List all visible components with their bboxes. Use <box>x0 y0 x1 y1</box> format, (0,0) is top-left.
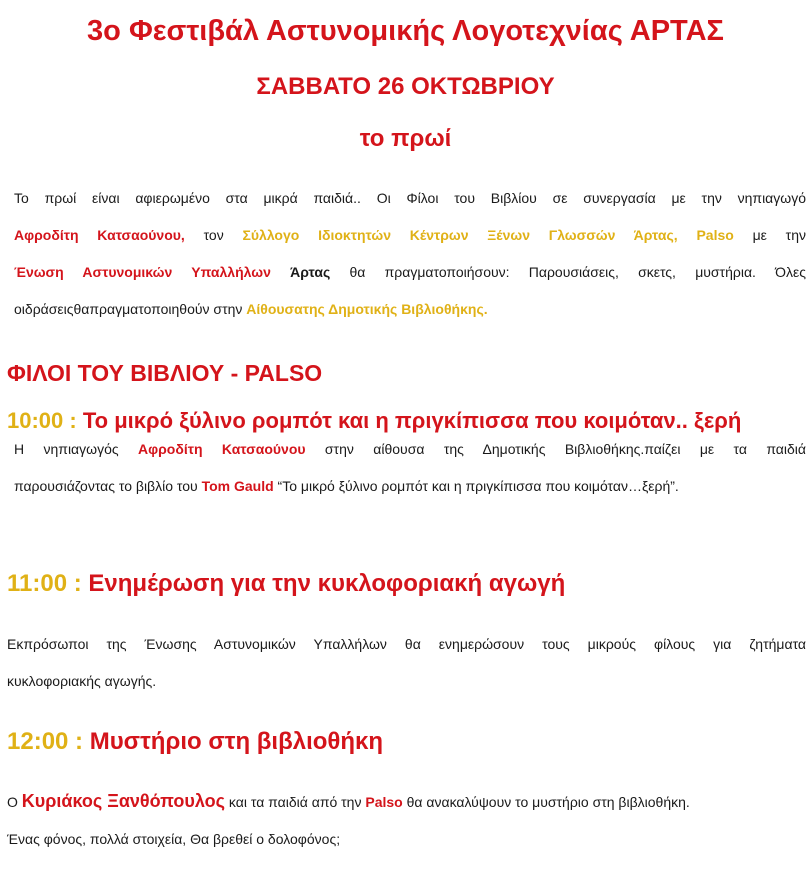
police-union-name: Ένωση Αστυνομικών Υπαλλήλων <box>14 264 271 280</box>
festival-title: 3ο Φεστιβάλ Αστυνομικής Λογοτεχνίας ΑΡΤΑΣ <box>87 15 724 47</box>
intro-text: θα πραγματοποιήσουν: Παρουσιάσεις, σκετς, μυστήρια. Όλες <box>330 264 806 280</box>
item-time: 11:00 : <box>7 570 82 597</box>
intro-line-4 <box>14 291 806 328</box>
teacher-name: Αφροδίτη Κατσαούνου, <box>14 227 185 243</box>
item-description-1100 <box>7 626 806 700</box>
description-line: Ένας φόνος, πολλά στοιχεία, Θα βρεθεί ο δολοφόνος; <box>7 831 341 847</box>
description-text: θα ανακαλύψουν το μυστήριο στη βιβλιοθήκη. <box>402 794 690 810</box>
description-text: στην αίθουσα της Δημοτικής Βιβλιοθήκης.παίζει με τα παιδιά <box>305 441 806 457</box>
author-name: Tom Gauld <box>201 478 274 494</box>
intro-line-2 <box>14 217 806 254</box>
event-date: ΣΑΒΒΑΤΟ 26 ΟΚΤΩΒΡΙΟΥ <box>256 73 555 100</box>
library-hall: Αίθουσατης Δημοτικής Βιβλιοθήκης. <box>246 301 488 317</box>
language-schools-association: Σύλλογο Ιδιοκτητών Κέντρων Ξένων Γλωσσών Άρτας, <box>242 227 678 243</box>
description-line <box>7 783 806 821</box>
intro-line-3 <box>14 254 806 291</box>
intro-line-1 <box>14 180 806 217</box>
intro-paragraph <box>14 180 806 328</box>
intro-text: τον <box>184 227 243 243</box>
item-description-1000 <box>14 431 806 505</box>
description-text: Ο <box>7 794 22 810</box>
item-title: Ενημέρωση για την κυκλοφοριακή αγωγή <box>88 570 566 597</box>
description-line: Εκπρόσωποι της Ένωσης Αστυνομικών Υπαλλήλων θα ενημερώσουν τους μικρούς φίλους για ζητήματα <box>7 636 806 652</box>
palso-name: Palso <box>365 794 403 810</box>
item-title: Μυστήριο στη βιβλιοθήκη <box>89 728 384 755</box>
intro-text <box>271 264 290 280</box>
description-text: και τα παιδιά από την <box>225 794 366 810</box>
description-text: Η νηπιαγωγός <box>14 441 138 457</box>
description-line: κυκλοφοριακής αγωγής. <box>7 673 157 689</box>
description-text: παρουσιάζοντας το βιβλίο του <box>14 478 202 494</box>
teacher-name: Αφροδίτη Κατσαούνου <box>138 441 306 457</box>
intro-text: οιδράσειςθαπραγματοποιηθούν στην <box>14 301 247 317</box>
intro-text <box>678 227 697 243</box>
item-time: 12:00 : <box>7 728 84 755</box>
item-heading-1200 <box>7 728 383 756</box>
intro-text: Το πρωί είναι αφιερωμένο στα μικρά παιδιά.. Οι Φίλοι του Βιβλίου σε συνεργασία με την νηπιαγωγό <box>14 190 806 206</box>
description-text: “Το μικρό ξύλινο ρομπότ και η πριγκίπισσα που κοιμόταν…ξερή”. <box>273 478 679 494</box>
section-title: ΦΙΛΟΙ ΤΟΥ ΒΙΒΛΙΟΥ - PALSO <box>7 360 323 386</box>
item-description-1200 <box>7 783 806 858</box>
description-line <box>14 431 806 468</box>
intro-text: με την <box>733 227 807 243</box>
palso-name: Palso <box>696 227 734 243</box>
item-heading-1100 <box>7 570 565 598</box>
description-line <box>14 468 806 505</box>
presenter-name: Κυριάκος Ξανθόπουλος <box>21 791 226 811</box>
arta-name: Άρτας <box>290 264 331 280</box>
item-title: Το μικρό ξύλινο ρομπότ και η πριγκίπισσα που κοιμόταν.. ξερή <box>82 408 742 433</box>
item-time: 10:00 : <box>7 408 77 433</box>
part-of-day: το πρωί <box>359 125 452 152</box>
